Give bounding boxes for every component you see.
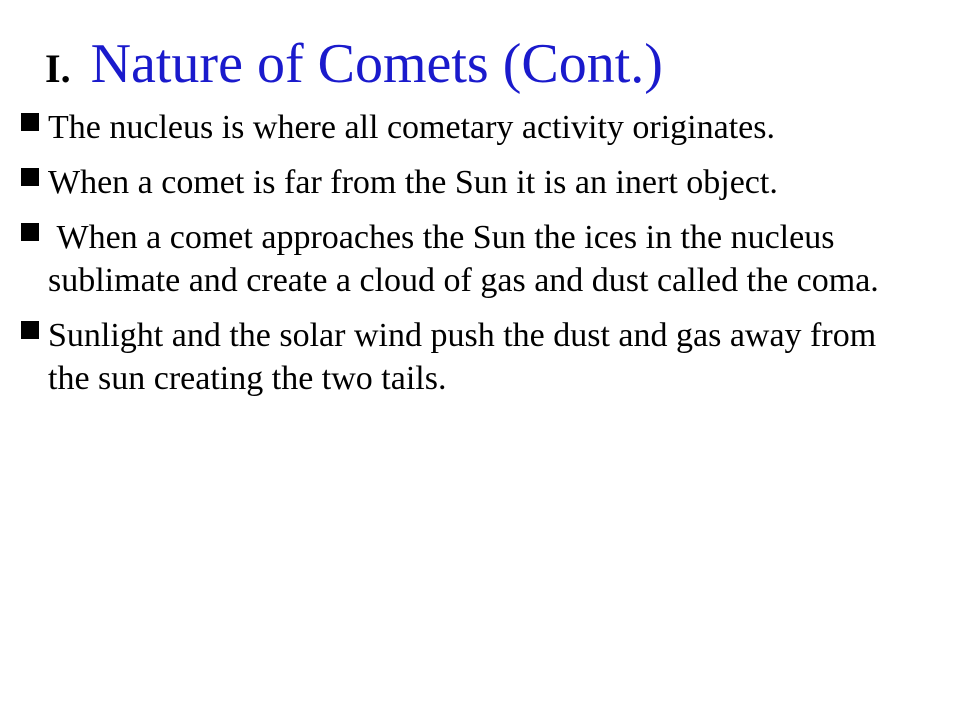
- bullet-text: When a comet is far from the Sun it is an inert object.: [48, 164, 778, 201]
- slide-title: [45, 33, 663, 95]
- bullet-item: [18, 216, 918, 302]
- bullet-item: [18, 106, 918, 149]
- title-number: I.: [45, 46, 71, 91]
- square-bullet-icon: [21, 113, 39, 131]
- title-text: Nature of Comets (Cont.): [90, 33, 663, 95]
- bullet-text: The nucleus is where all cometary activity originates.: [48, 109, 775, 146]
- bullet-text: Sunlight and the solar wind push the dust and gas away from the sun creating the two tails.: [48, 317, 877, 397]
- bullet-list: [18, 106, 918, 412]
- square-bullet-icon: [21, 223, 39, 241]
- bullet-item: [18, 161, 918, 204]
- bullet-text: When a comet approaches the Sun the ices in the nucleus sublimate and create a cloud of gas and dust called the coma.: [48, 219, 879, 299]
- square-bullet-icon: [21, 321, 39, 339]
- square-bullet-icon: [21, 168, 39, 186]
- bullet-item: [18, 314, 918, 400]
